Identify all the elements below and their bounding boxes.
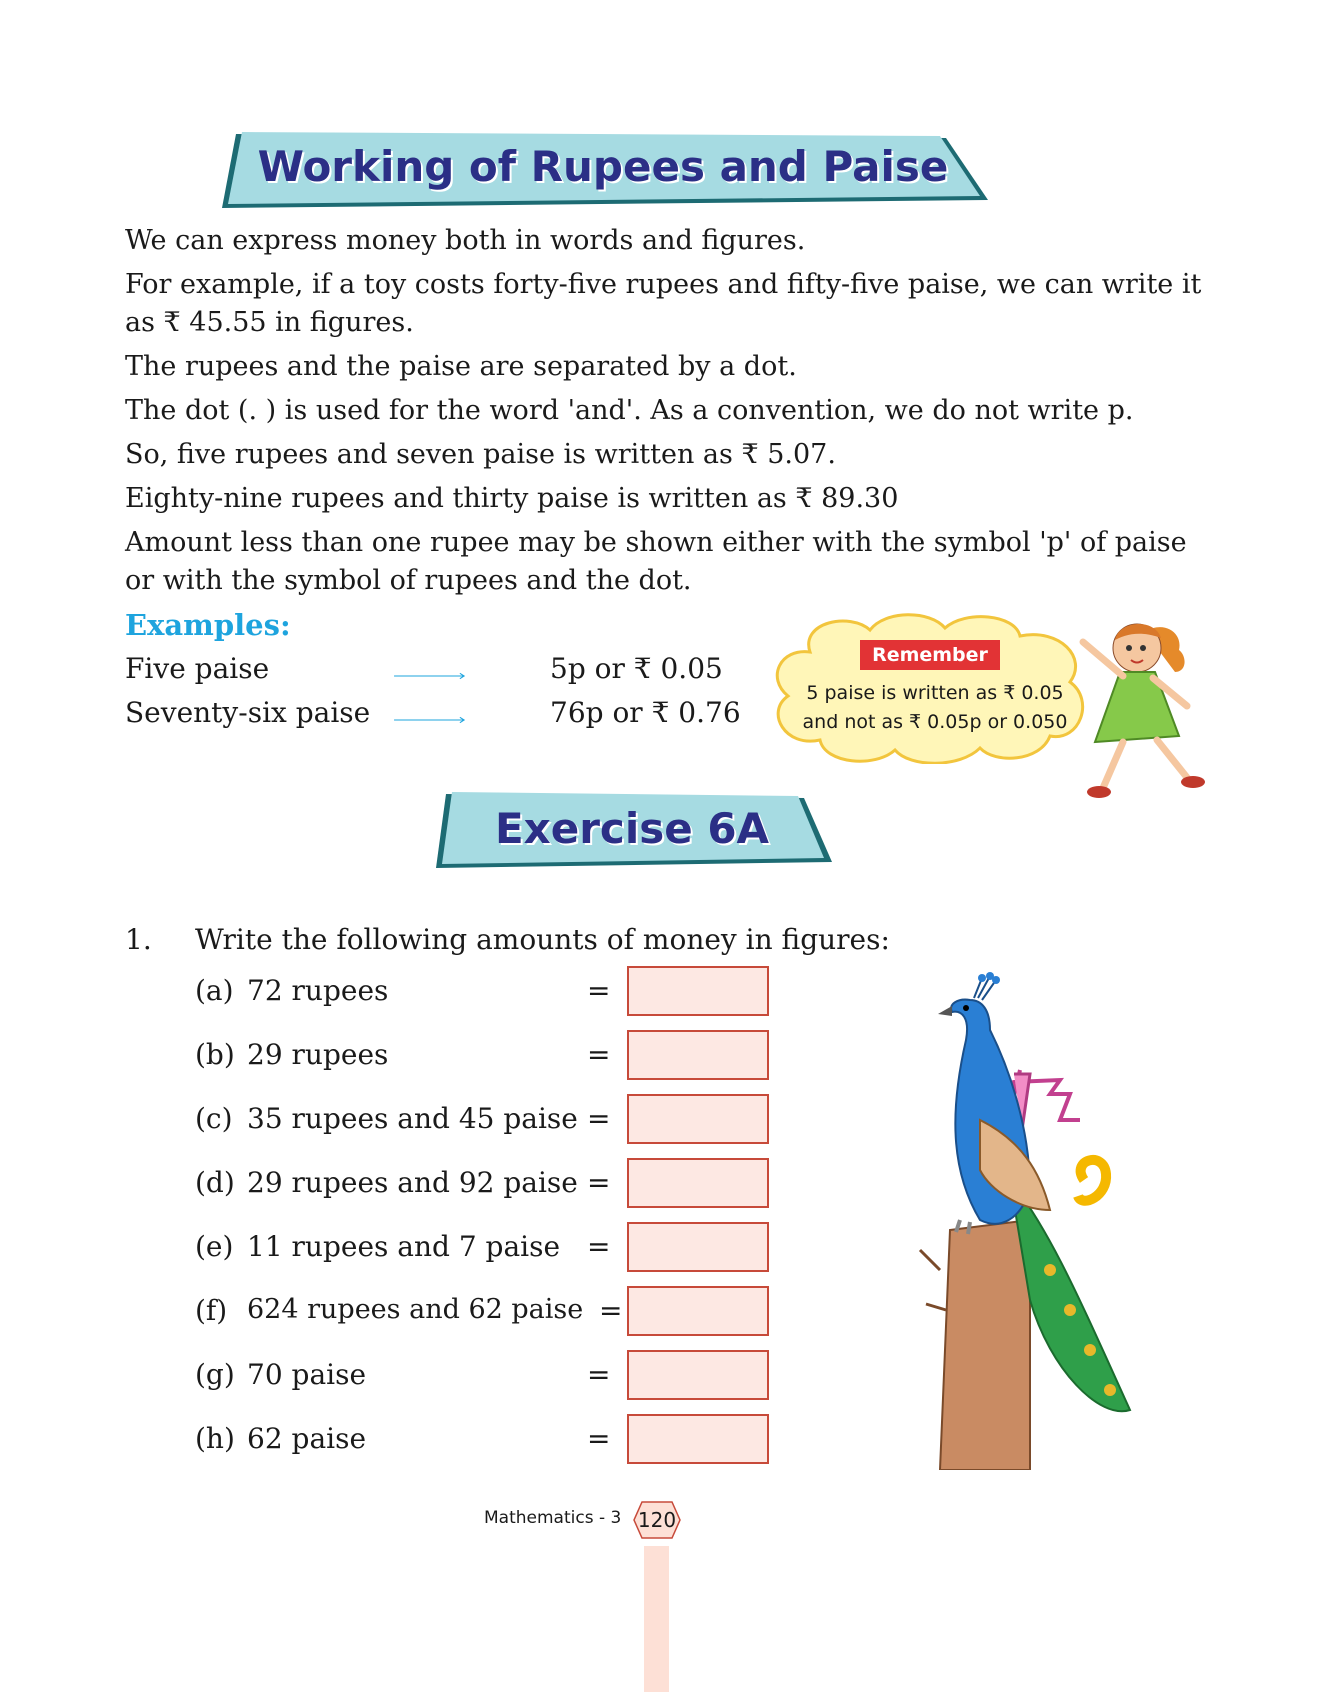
book-label: Mathematics - 3: [484, 1508, 622, 1528]
item-text: 29 rupees: [247, 1038, 389, 1071]
equals-sign: =: [587, 1038, 611, 1071]
exercise-item: [195, 1030, 775, 1082]
item-text: 62 paise: [247, 1422, 367, 1455]
example-figure: 76p or ₹ 0.76: [550, 696, 741, 729]
exercise-item: [195, 1094, 775, 1146]
exercise-banner: [432, 790, 832, 874]
intro-line-3: The rupees and the paise are separated by a dot.: [125, 351, 797, 382]
equals-sign: =: [587, 1358, 611, 1391]
example-figure: 5p or ₹ 0.05: [550, 652, 723, 685]
intro-line-2: For example, if a toy costs forty-five rupees and fifty-five paise, we can write it as ₹ 45.55 in figures.: [125, 269, 1202, 338]
exercise-item: [195, 966, 775, 1018]
equals-sign: =: [587, 1166, 611, 1199]
intro-line-7: Amount less than one rupee may be shown either with the symbol 'p' of paise or with the symbol of rupees and the dot.: [125, 527, 1187, 596]
exercise-item: [195, 1414, 775, 1466]
equals-sign: =: [599, 1294, 623, 1327]
item-label: (d): [195, 1166, 235, 1199]
item-text: 72 rupees: [247, 974, 389, 1007]
item-text: 624 rupees and 62 paise: [247, 1294, 584, 1325]
item-text: 35 rupees and 45 paise: [247, 1102, 578, 1135]
title-banner: [218, 128, 988, 212]
equals-sign: =: [587, 1102, 611, 1135]
item-label: (a): [195, 974, 234, 1007]
page-number: 120: [637, 1508, 677, 1532]
item-label: (c): [195, 1102, 233, 1135]
exercise-title: Exercise 6A: [494, 804, 770, 853]
exercise-item: [195, 1158, 775, 1210]
remember-tag: Remember: [860, 640, 1000, 670]
examples-heading: Examples:: [125, 608, 291, 642]
example-row: [125, 696, 825, 736]
arrow-right-icon: [393, 670, 531, 682]
answer-box[interactable]: [627, 1094, 769, 1144]
remember-line: and not as ₹ 0.05p or 0.050: [802, 711, 1068, 733]
exercise-item: [195, 1350, 775, 1402]
answer-box[interactable]: [627, 1158, 769, 1208]
item-text: 70 paise: [247, 1358, 367, 1391]
intro-line-1: We can express money both in words and figures.: [125, 225, 806, 256]
item-label: (h): [195, 1422, 235, 1455]
intro-line-5: So, five rupees and seven paise is written as ₹ 5.07.: [125, 439, 836, 470]
item-text: 11 rupees and 7 paise: [247, 1230, 561, 1263]
answer-box[interactable]: [627, 1030, 769, 1080]
intro-line-6: Eighty-nine rupees and thirty paise is written as ₹ 89.30: [125, 483, 899, 514]
example-words: Five paise: [125, 652, 270, 685]
page-strip: [644, 1546, 669, 1692]
exercise-item: [195, 1222, 775, 1274]
item-text: 29 rupees and 92 paise: [247, 1166, 578, 1199]
answer-box[interactable]: [627, 1414, 769, 1464]
item-label: (b): [195, 1038, 235, 1071]
item-label: (f): [195, 1294, 228, 1327]
item-label: (e): [195, 1230, 234, 1263]
answer-box[interactable]: [627, 1222, 769, 1272]
equals-sign: =: [587, 1230, 611, 1263]
answer-box[interactable]: [627, 1350, 769, 1400]
example-words: Seventy-six paise: [125, 696, 371, 729]
answer-box[interactable]: [627, 966, 769, 1016]
exercise-item: [195, 1286, 775, 1338]
girl-illustration: [1075, 610, 1205, 810]
remember-line: 5 paise is written as ₹ 0.05: [806, 682, 1064, 704]
equals-sign: =: [587, 974, 611, 1007]
question-number: 1.: [125, 923, 152, 956]
page-title: Working of Rupees and Paise: [257, 142, 949, 191]
page-badge: [632, 1500, 682, 1540]
item-label: (g): [195, 1358, 235, 1391]
question-text: Write the following amounts of money in figures:: [195, 923, 890, 956]
equals-sign: =: [587, 1422, 611, 1455]
arrow-right-icon: [393, 714, 531, 726]
peacock-illustration: [910, 970, 1160, 1470]
intro-line-4: The dot (. ) is used for the word 'and'. As a convention, we do not write p.: [125, 395, 1134, 426]
answer-box[interactable]: [627, 1286, 769, 1336]
remember-cloud: [770, 612, 1090, 764]
example-row: [125, 652, 825, 692]
